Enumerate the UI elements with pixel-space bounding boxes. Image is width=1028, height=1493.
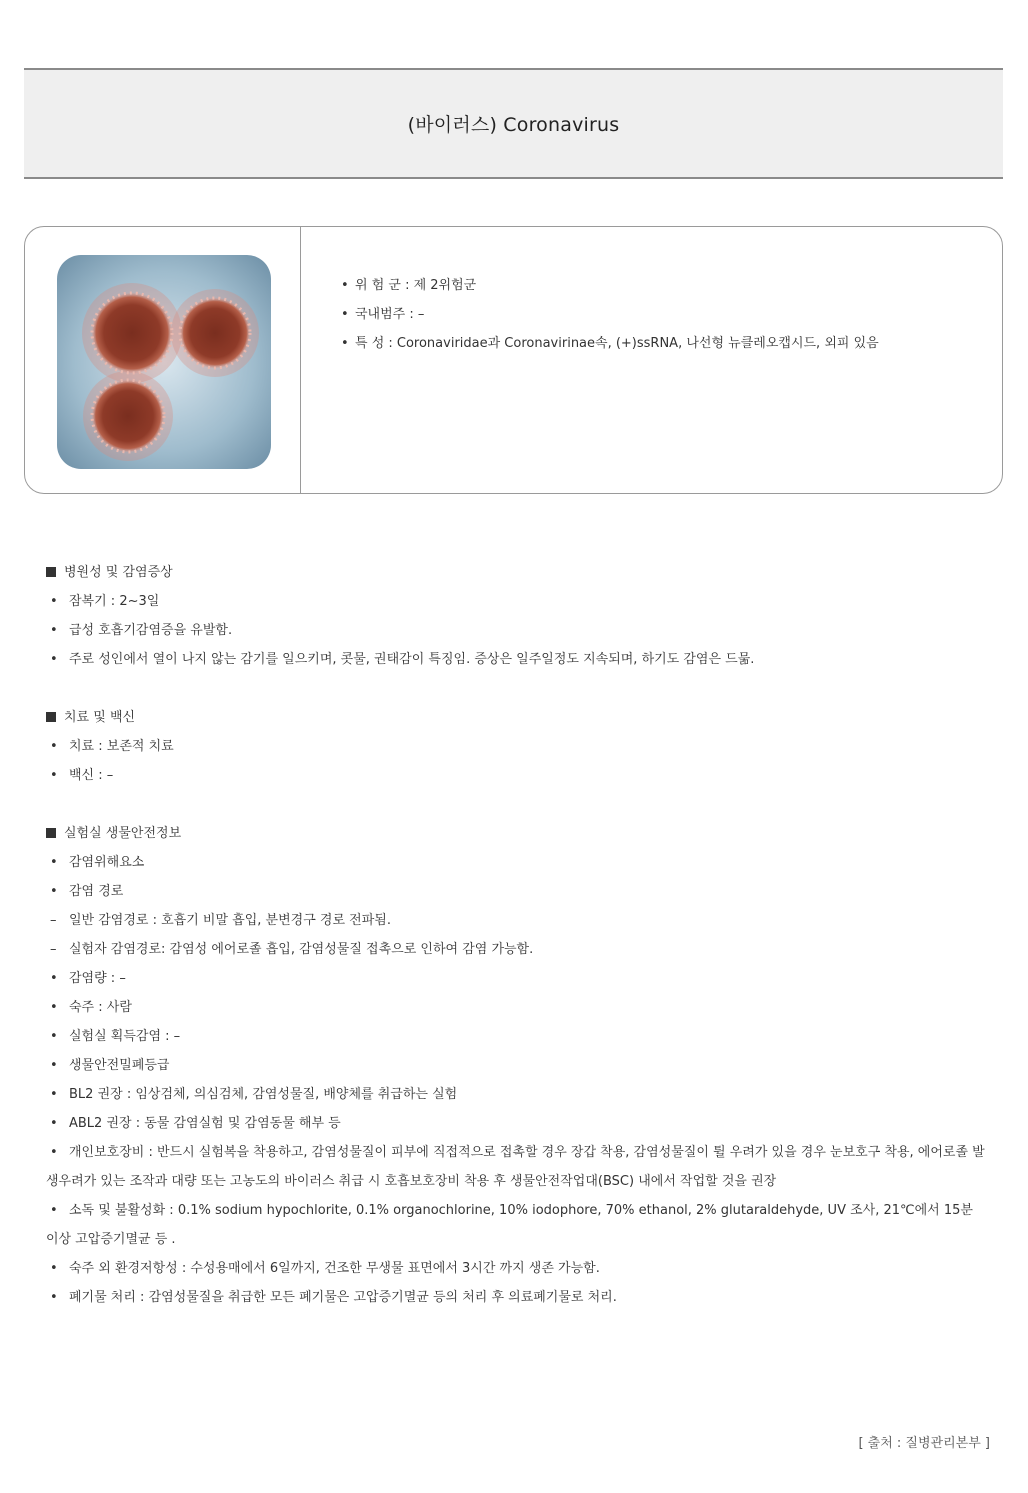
property-domestic-category: • 국내범주 : –: [341, 307, 425, 322]
list-item: • 생물안전밀폐등급: [50, 1058, 170, 1073]
list-item: • 폐기물 처리 : 감염성물질을 취급한 모든 폐기물은 고압증기멸균 등의 처리 후 의료폐기물로 처리.: [50, 1290, 617, 1305]
list-item: • 백신 : –: [50, 768, 114, 783]
list-item: • 감염량 : –: [50, 971, 126, 986]
title-bar: [24, 68, 1003, 179]
list-item: – 실험자 감염경로: 감염성 에어로졸 흡입, 감염성물질 접촉으로 인하여 감염 가능함.: [50, 942, 534, 957]
list-item: • ABL2 권장 : 동물 감염실험 및 감염동물 해부 등: [50, 1116, 341, 1131]
page-title: (바이러스) Coronavirus: [407, 114, 620, 136]
section-heading-biosafety: 실험실 생물안전정보: [46, 819, 986, 848]
list-item: • 잠복기 : 2~3일: [50, 594, 160, 609]
property-characteristics: • 특 성 : Coronaviridae과 Coronavirinae속, (+)ssRNA, 나선형 뉴클레오캡시드, 외피 있음: [341, 336, 879, 351]
list-item: • 숙주 : 사람: [50, 1000, 132, 1015]
list-item: • 실험실 획득감염 : –: [50, 1029, 181, 1044]
list-item: • 주로 성인에서 열이 나지 않는 감기를 일으키며, 콧물, 권태감이 특징임. 증상은 일주일정도 지속되며, 하기도 감염은 드묾.: [50, 652, 755, 667]
section-heading-treatment: 치료 및 백신: [46, 703, 986, 732]
source-credit: [ 출처 : 질병관리본부 ]: [858, 1436, 990, 1451]
coronavirus-micrograph-image: [57, 255, 271, 469]
list-item: • 감염위해요소: [50, 855, 145, 870]
list-item: • 개인보호장비 : 반드시 실험복을 착용하고, 감염성물질이 피부에 직접적으로 접촉할 경우 장갑 착용, 감염성물질이 튈 우려가 있을 경우 눈보호구 착용, 에어로졸 발생우려가 있는 조작과 대량 또는 고농도의 바이러스 취급 시 호흡보호장비 착용 후 생물안전작업대(BSC) 내에서 작업할 것을 권장: [46, 1145, 985, 1189]
list-item: • 숙주 외 환경저항성 : 수성용매에서 6일까지, 건조한 무생물 표면에서 3시간 까지 생존 가능함.: [50, 1261, 600, 1276]
property-list: [341, 271, 879, 358]
info-box: [24, 226, 1003, 494]
section-heading-pathogenicity: 병원성 및 감염증상: [46, 558, 986, 587]
list-item: • 급성 호흡기감염증을 유발함.: [50, 623, 233, 638]
list-item: • BL2 권장 : 임상검체, 의심검체, 감염성물질, 배양체를 취급하는 실험: [50, 1087, 458, 1102]
image-cell: [25, 227, 301, 493]
list-item: – 일반 감염경로 : 호흡기 비말 흡입, 분변경구 경로 전파됨.: [50, 913, 391, 928]
list-item: • 소독 및 불활성화 : 0.1% sodium hypochlorite, 0.1% organochlorine, 10% iodophore, 70% ethanol, 2% glutaraldehyde, UV 조사, 21℃에서 15분 이상 고압증기멸균 등 .: [46, 1203, 973, 1247]
list-item: • 감염 경로: [50, 884, 124, 899]
property-risk-group: • 위 험 군 : 제 2위험군: [341, 278, 477, 293]
list-item: • 치료 : 보존적 치료: [50, 739, 174, 754]
main-content: [46, 558, 986, 1312]
